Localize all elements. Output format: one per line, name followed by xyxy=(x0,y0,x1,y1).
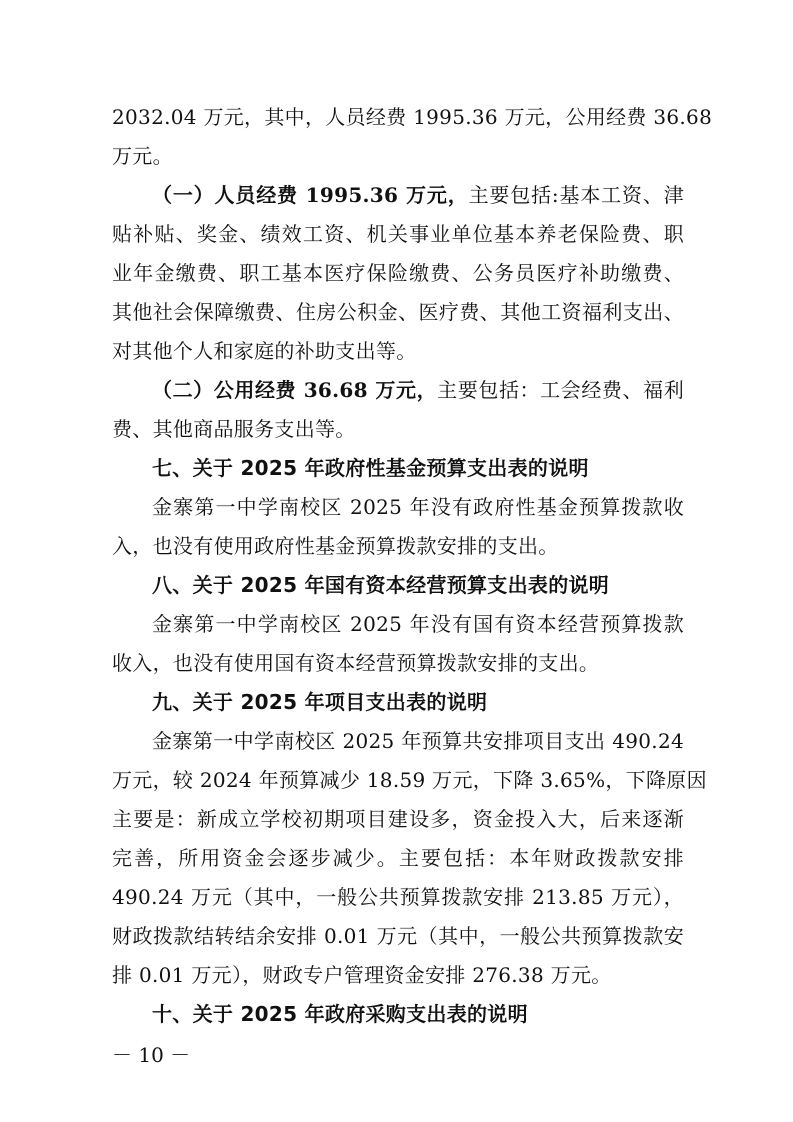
public-heading: （二）公用经费 36.68 万元， xyxy=(152,378,438,402)
section-heading-8: 八、关于 2025 年国有资本经营预算支出表的说明 xyxy=(152,573,610,597)
public-paragraph-first-line xyxy=(152,375,684,405)
section-heading-9: 九、关于 2025 年项目支出表的说明 xyxy=(152,690,488,714)
paragraph-line: 完善，所用资金会逐步减少。主要包括：本年财政拨款安排 xyxy=(112,846,684,870)
paragraph-line: 财政拨款结转结余安排 0.01 万元（其中，一般公共预算拨款安 xyxy=(112,924,684,948)
section-heading-7: 七、关于 2025 年政府性基金预算支出表的说明 xyxy=(152,456,589,480)
paragraph-line: 收入，也没有使用国有资本经营预算拨款安排的支出。 xyxy=(112,651,600,675)
paragraph-line: 入，也没有使用政府性基金预算拨款安排的支出。 xyxy=(112,534,559,558)
paragraph-line: 业年金缴费、职工基本医疗保险缴费、公务员医疗补助缴费、 xyxy=(112,261,684,285)
paragraph-line: 2032.04 万元，其中，人员经费 1995.36 万元，公用经费 36.68 xyxy=(112,105,713,129)
paragraph-line: 排 0.01 万元），财政专户管理资金安排 276.38 万元。 xyxy=(112,963,612,987)
personnel-heading: （一）人员经费 1995.36 万元， xyxy=(152,183,469,207)
page-number: － 10 － xyxy=(112,1043,191,1067)
personnel-paragraph-first-line xyxy=(152,180,684,210)
paragraph-line: 金寨第一中学南校区 2025 年没有政府性基金预算拨款收 xyxy=(152,495,684,519)
paragraph-line: 贴补贴、奖金、绩效工资、机关事业单位基本养老保险费、职 xyxy=(112,222,684,246)
paragraph-line: 万元。 xyxy=(112,144,173,168)
paragraph-line: 万元，较 2024 年预算减少 18.59 万元，下降 3.65%，下降原因 xyxy=(112,768,707,792)
paragraph-line: 费、其他商品服务支出等。 xyxy=(112,417,356,441)
personnel-text: 主要包括:基本工资、津 xyxy=(468,183,684,207)
public-text: 主要包括：工会经费、福利 xyxy=(437,378,684,402)
paragraph-line: 其他社会保障缴费、住房公积金、医疗费、其他工资福利支出、 xyxy=(112,300,684,324)
section-heading-10: 十、关于 2025 年政府采购支出表的说明 xyxy=(152,1002,528,1026)
paragraph-line: 金寨第一中学南校区 2025 年没有国有资本经营预算拨款 xyxy=(152,612,684,636)
paragraph-line: 对其他个人和家庭的补助支出等。 xyxy=(112,339,417,363)
paragraph-line: 金寨第一中学南校区 2025 年预算共安排项目支出 490.24 xyxy=(152,729,684,753)
paragraph-line: 主要是：新成立学校初期项目建设多，资金投入大，后来逐渐 xyxy=(112,807,684,831)
paragraph-line: 490.24 万元（其中，一般公共预算拨款安排 213.85 万元）， xyxy=(112,885,684,909)
